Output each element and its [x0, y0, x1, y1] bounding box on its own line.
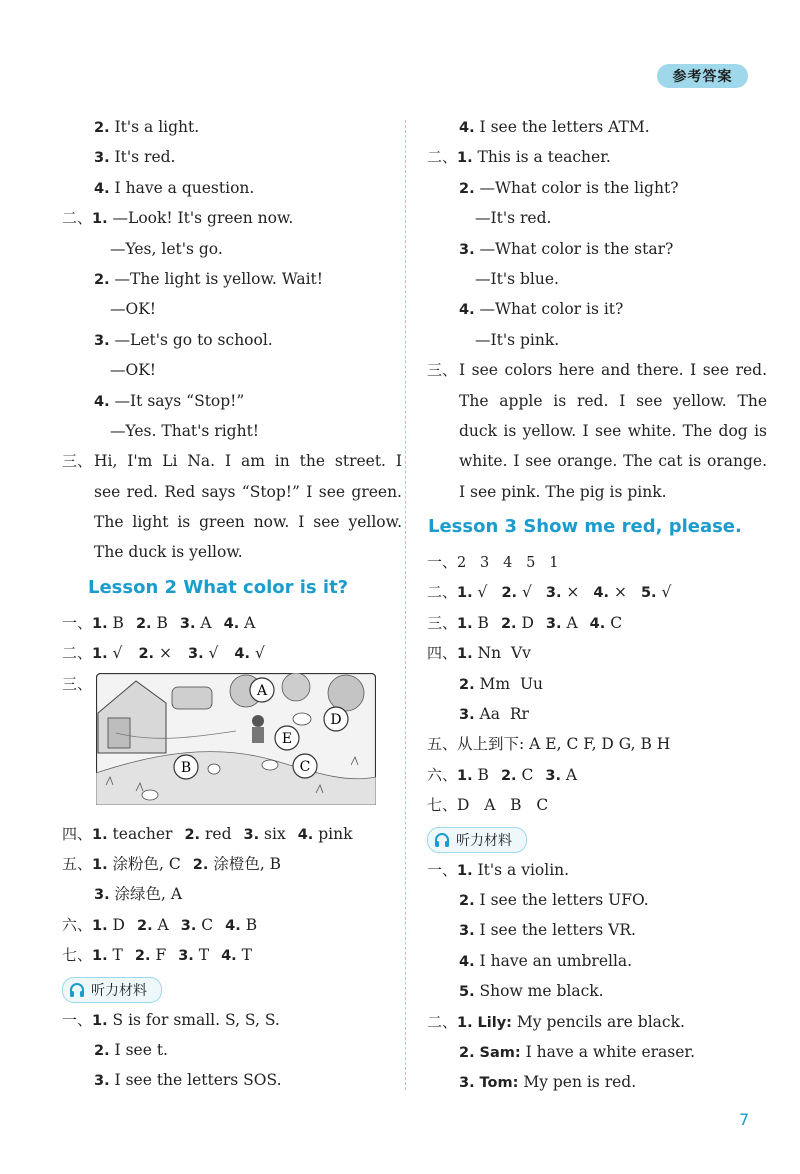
svg-text:D: D: [330, 711, 342, 728]
headphones-icon: [434, 832, 450, 848]
svg-text:A: A: [256, 682, 268, 699]
circle-label-C: [293, 754, 317, 778]
answer-line: 2. —What color is the light?: [459, 178, 679, 197]
listening-line: 二、1. Lily: My pencils are black.: [427, 1012, 685, 1031]
circle-label-B: [174, 755, 198, 779]
lesson3-section-3: 三、1. B 2. D 3. A 4. C: [427, 613, 623, 632]
listening-line: 4. I have an umbrella.: [459, 951, 633, 970]
lesson3-section-4: 四、1. Nn Vv: [427, 644, 531, 663]
answer-line: 3. —What color is the star?: [459, 239, 674, 258]
lesson2-section-6: 六、1. D 2. A 3. C 4. B: [62, 915, 258, 934]
paragraph-line: I see pink. The pig is pink.: [459, 482, 667, 501]
lesson3-section-5: 五、从上到下: A E, C F, D G, B H: [427, 735, 671, 754]
section-3-paragraph: [62, 446, 402, 568]
page-number: 7: [739, 1110, 750, 1129]
listening-line: 3. I see the letters VR.: [459, 921, 636, 940]
listening-line: 3. I see the letters SOS.: [94, 1071, 282, 1090]
answer-line: —It's pink.: [475, 330, 560, 349]
answer-key-badge: 参考答案: [657, 64, 748, 88]
lesson2-section-5: 五、1. 涂粉色, C 2. 涂橙色, B: [62, 855, 282, 874]
paragraph-line: The light is green now. I see yellow.: [94, 513, 402, 532]
circle-label-E: [275, 726, 299, 750]
answer-line: —It's blue.: [475, 269, 559, 288]
answer-line: 3. —Let's go to school.: [94, 330, 273, 349]
lesson2-section-1: 一、1. B 2. B 3. A 4. A: [62, 613, 256, 632]
section-3-paragraph: [427, 355, 767, 507]
lesson2-section-2: 二、1. √ 2. × 3. √ 4. √: [62, 644, 265, 663]
paragraph-line: duck is yellow. I see white. The dog is: [459, 421, 767, 440]
lesson-2-title: Lesson 2 What color is it?: [88, 576, 349, 598]
paragraph-line: Hi, I'm Li Na. I am in the street. I: [94, 452, 402, 471]
svg-text:C: C: [299, 758, 311, 775]
section-label: 三、: [62, 674, 93, 693]
lesson2-section-3: [62, 669, 402, 819]
section-label: 三、: [62, 452, 93, 471]
circle-label-D: [324, 707, 348, 731]
lesson2-section-4: 四、1. teacher 2. red 3. six 4. pink: [62, 824, 353, 843]
paragraph-line: The duck is yellow.: [94, 543, 243, 562]
answer-line: —Yes. That's right!: [110, 421, 260, 440]
answer-line: 3. Aa Rr: [459, 705, 529, 724]
section-label: 三、: [427, 361, 458, 380]
answer-line: 2. Mm Uu: [459, 674, 544, 693]
section-2-line-1: 二、1. —Look! It's green now.: [62, 203, 402, 233]
circle-label-A: [250, 678, 274, 702]
left-column: [62, 112, 402, 1096]
paragraph-line: I see colors here and there. I see red.: [459, 361, 767, 380]
lesson3-section-1: 一、2 3 4 5 1: [427, 553, 559, 572]
section-label: 二、: [62, 209, 93, 228]
lesson-3-title: Lesson 3 Show me red, please.: [428, 516, 742, 538]
listening-line: 2. I see the letters UFO.: [459, 890, 649, 909]
listening-line: 一、1. It's a violin.: [427, 860, 570, 879]
answer-line: 4. I have a question.: [94, 178, 255, 197]
lesson2-section-7: 七、1. T 2. F 3. T 4. T: [62, 946, 252, 965]
listening-line: 2. I see t.: [94, 1040, 168, 1059]
listening-line: 一、1. S is for small. S, S, S.: [62, 1010, 280, 1029]
lesson3-section-7: 七、D A B C: [427, 796, 549, 815]
listening-line: 5. Show me black.: [459, 982, 604, 1001]
answer-line: 4. —It says “Stop!”: [94, 391, 245, 410]
lesson3-section-2: 二、1. √ 2. √ 3. × 4. × 5. √: [427, 583, 672, 602]
svg-text:B: B: [180, 759, 192, 776]
answer-line: —Yes, let's go.: [110, 239, 223, 258]
listening-material-tag: 听力材料: [427, 827, 527, 853]
listening-line: 3. Tom: My pen is red.: [459, 1073, 637, 1092]
answer-line: 2. —The light is yellow. Wait!: [94, 269, 323, 288]
right-column: [427, 112, 767, 1098]
headphones-icon: [69, 982, 85, 998]
answer-line: —It's red.: [475, 209, 552, 228]
answer-line: 4. —What color is it?: [459, 300, 624, 319]
answer-line: 4. I see the letters ATM.: [459, 118, 650, 136]
lesson3-section-6: 六、1. B 2. C 3. A: [427, 765, 578, 784]
listening-material-tag: 听力材料: [62, 977, 162, 1003]
answer-line: 3. It's red.: [94, 148, 176, 167]
answer-line: —OK!: [110, 361, 157, 380]
listening-line: 2. Sam: I have a white eraser.: [459, 1042, 696, 1061]
section-2-line-1: 二、1. This is a teacher.: [427, 148, 611, 167]
answer-line: 2. It's a light.: [94, 118, 200, 136]
column-divider: [405, 120, 406, 1090]
paragraph-line: see red. Red says “Stop!” I see green.: [94, 482, 402, 501]
answer-line: 3. 涂绿色, A: [94, 885, 183, 904]
svg-text:E: E: [281, 730, 293, 747]
answer-line: —OK!: [110, 300, 157, 319]
paragraph-line: white. I see orange. The cat is orange.: [459, 452, 767, 471]
paragraph-line: The apple is red. I see yellow. The: [459, 391, 767, 410]
farm-scene-illustration: [96, 673, 376, 805]
